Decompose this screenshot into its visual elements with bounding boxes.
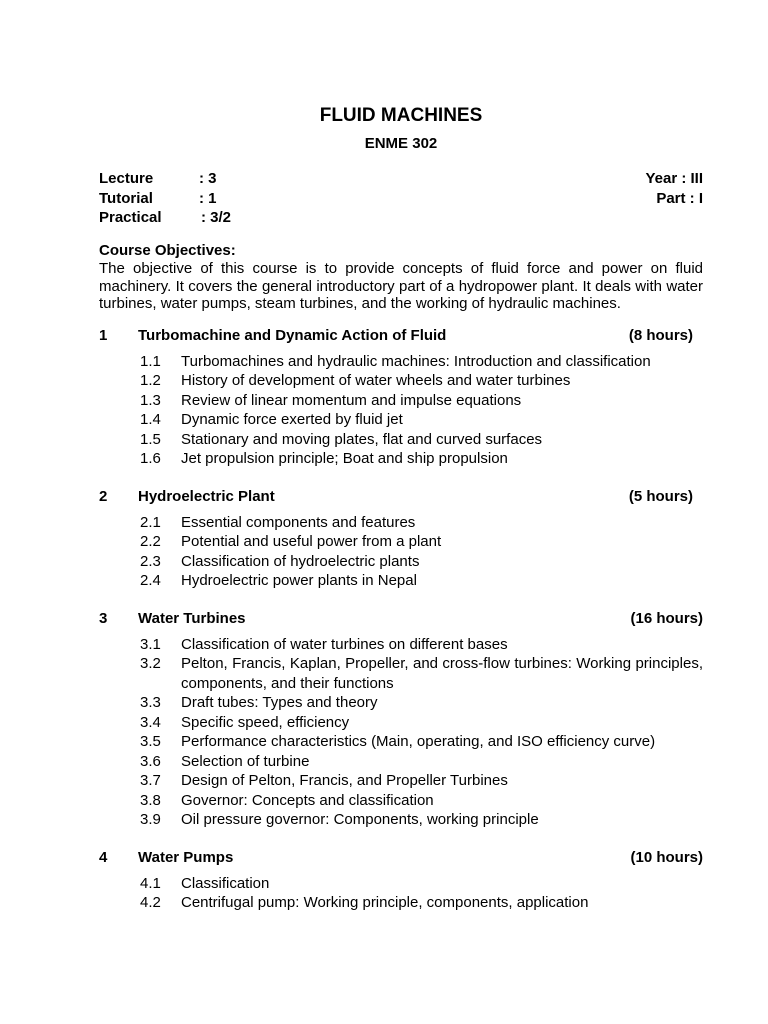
unit-title: Hydroelectric Plant [138, 487, 275, 505]
item-text: History of development of water wheels and water turbines [181, 372, 571, 389]
list-item [99, 571, 703, 591]
unit-title: Water Pumps [138, 848, 234, 866]
list-item [99, 771, 703, 791]
list-item [99, 430, 703, 450]
unit-2 [99, 487, 703, 591]
item-number: 2.3 [140, 552, 161, 570]
list-item [99, 532, 703, 552]
item-text: Hydroelectric power plants in Nepal [181, 572, 417, 589]
unit-number: 1 [99, 326, 108, 344]
unit-heading [99, 487, 703, 507]
course-code: ENME 302 [364, 135, 438, 152]
item-number: 2.2 [140, 533, 161, 550]
item-number: 3.9 [140, 811, 161, 828]
list-item [99, 552, 703, 572]
item-text: Potential and useful power from a plant [181, 533, 442, 550]
syllabus-page [99, 104, 703, 913]
unit-hours: (8 hours) [628, 326, 693, 344]
course-title: FLUID MACHINES [319, 105, 483, 126]
list-item [99, 513, 703, 533]
list-item [99, 410, 703, 430]
list-item [99, 654, 703, 693]
tutorial-label: Tutorial [99, 189, 153, 207]
unit-heading [99, 848, 703, 868]
item-text: Review of linear momentum and impulse equations [181, 391, 522, 409]
item-number: 1.4 [140, 411, 161, 428]
unit-items [99, 874, 703, 913]
unit-items [99, 635, 703, 830]
item-text: Centrifugal pump: Working principle, components, application [181, 894, 589, 911]
item-number: 3.4 [140, 713, 161, 731]
item-text: Stationary and moving plates, flat and curved surfaces [181, 430, 543, 448]
unit-number: 2 [99, 487, 108, 505]
part-value: Part : I [656, 189, 703, 207]
unit-heading [99, 326, 703, 346]
unit-4 [99, 848, 703, 913]
list-item [99, 449, 703, 469]
item-text: Oil pressure governor: Components, working principle [181, 811, 539, 828]
list-item [99, 791, 703, 811]
practical-value: : 3/2 [201, 209, 232, 226]
unit-number: 3 [99, 609, 108, 627]
item-text: Dynamic force exerted by fluid jet [181, 411, 403, 428]
lecture-row [99, 169, 703, 189]
item-number: 3.7 [140, 772, 161, 789]
unit-hours: (5 hours) [628, 487, 693, 505]
list-item [99, 893, 703, 913]
item-text: Selection of turbine [181, 752, 310, 770]
item-text: Design of Pelton, Francis, and Propeller Turbines [181, 772, 508, 789]
item-text: Turbomachines and hydraulic machines: Introduction and classification [181, 352, 651, 370]
item-number: 1.5 [140, 430, 161, 448]
item-number: 3.3 [140, 694, 161, 711]
item-text: Classification of hydroelectric plants [181, 552, 420, 570]
unit-3 [99, 609, 703, 830]
item-text: Jet propulsion principle; Boat and ship propulsion [181, 450, 508, 467]
course-meta [99, 169, 703, 227]
item-text: Draft tubes: Types and theory [181, 694, 378, 711]
item-text: Classification of water turbines on different bases [181, 635, 508, 653]
list-item [99, 752, 703, 772]
tutorial-value: : 1 [199, 189, 217, 207]
item-number: 4.1 [140, 874, 161, 892]
unit-items [99, 513, 703, 591]
item-number: 1.2 [140, 372, 161, 389]
list-item [99, 352, 703, 372]
unit-title: Water Turbines [138, 609, 246, 627]
unit-1 [99, 326, 703, 469]
lecture-value: : 3 [199, 170, 217, 187]
unit-title: Turbomachine and Dynamic Action of Fluid [138, 326, 447, 344]
practical-label: Practical [99, 209, 162, 226]
item-number: 2.1 [140, 513, 161, 531]
list-item [99, 810, 703, 830]
item-number: 4.2 [140, 894, 161, 911]
year-value: Year : III [645, 170, 703, 187]
unit-hours: (16 hours) [630, 609, 703, 627]
tutorial-row [99, 189, 703, 209]
item-text: Performance characteristics (Main, operating, and ISO efficiency curve) [181, 733, 656, 750]
item-number: 3.8 [140, 791, 161, 809]
objectives-heading: Course Objectives: [99, 242, 236, 259]
unit-hours: (10 hours) [630, 848, 703, 866]
item-number: 1.3 [140, 391, 161, 409]
item-text: Classification [181, 874, 270, 892]
item-number: 3.1 [140, 635, 161, 653]
list-item [99, 635, 703, 655]
objectives-text: The objective of this course is to provide concepts of fluid force and power on fluid machinery. It covers the general introductory part of a hydropower plant. It deals with water turbines, water pumps, steam turbines, and the working of hydraulic machines. [99, 260, 703, 312]
item-text: Specific speed, efficiency [181, 713, 350, 731]
unit-heading [99, 609, 703, 629]
item-number: 2.4 [140, 572, 161, 589]
item-number: 1.1 [140, 352, 161, 370]
item-text: Essential components and features [181, 513, 416, 531]
item-number: 3.2 [140, 655, 161, 672]
item-number: 3.5 [140, 733, 161, 750]
item-number: 3.6 [140, 752, 161, 770]
item-text: Pelton, Francis, Kaplan, Propeller, and cross-flow turbines: Working principles, components, and their functions [181, 655, 703, 692]
list-item [99, 391, 703, 411]
list-item [99, 874, 703, 894]
list-item [99, 732, 703, 752]
unit-items [99, 352, 703, 469]
list-item [99, 371, 703, 391]
list-item [99, 693, 703, 713]
lecture-label: Lecture [99, 170, 154, 187]
list-item [99, 713, 703, 733]
practical-row [99, 208, 703, 228]
item-text: Governor: Concepts and classification [181, 791, 434, 809]
unit-number: 4 [99, 848, 108, 866]
item-number: 1.6 [140, 450, 161, 467]
